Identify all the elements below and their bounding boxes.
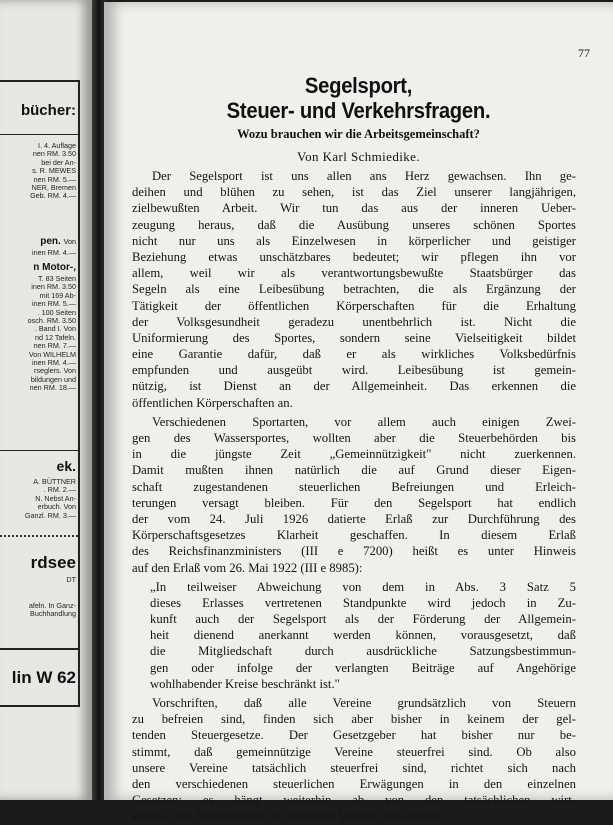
- article-subtitle: Wozu brauchen wir die Arbeitsgemeinschaft?: [237, 127, 480, 141]
- right-page: [104, 2, 613, 824]
- left-text-line: inen RM. 4.—: [32, 358, 76, 368]
- body-line: gen des Wassersportes, wollten aber die Steuerbehörden bis: [132, 431, 576, 445]
- left-divider: [0, 450, 78, 451]
- body-line: gen oder infolge der verlangten Beiträge auf Angehörige: [150, 660, 576, 675]
- left-text-line: bildungen und: [30, 374, 76, 384]
- body-line: schaftlichen Verhältnissen der einzelnen Vereine und von den: [132, 809, 444, 824]
- body-line: zu befreien sind, finden sich aber bisher in keinem der gel-: [132, 712, 576, 727]
- left-text-line: Buchhandlung: [30, 609, 76, 619]
- body-line: nicht nur uns als Einzelwesen in körperlicher und geistiger: [132, 233, 576, 248]
- body-line: Beziehung etwas unschätzbares bedeutet; wir pflegen ihn vor: [132, 249, 576, 264]
- body-line: empfunden und ausgeübt wird. Leibesübung ist gemein-: [132, 363, 576, 378]
- left-heading: rdsee: [30, 553, 76, 572]
- left-text-line: Geb. RM. 4.—: [30, 191, 76, 201]
- left-text-line: erbuch. Von: [37, 502, 76, 512]
- left-text-line: I. 4. Auflage: [38, 141, 76, 150]
- body-line: unsere Vereine tatsächlich steuerfrei sind, richtet sich nach: [132, 760, 576, 775]
- body-line: der vom 24. Juli 1926 datierte Erlaß zur Durchführung des: [132, 511, 576, 526]
- left-text-line: nd 12 Tafeln.: [34, 332, 76, 342]
- body-line: auf den Erlaß vom 26. Mai 1922 (III e 8985):: [132, 560, 363, 575]
- left-text-block: [2, 478, 76, 520]
- body-line: terungen versagt bleiben. Für den Segelsport hat endlich: [132, 495, 576, 510]
- left-heading: n Motor-,: [33, 262, 76, 273]
- left-text-line: Ganzl. RM. 3.—: [24, 510, 76, 520]
- article-title-line-2: Steuer- und Verkehrsfragen.: [226, 98, 491, 123]
- body-line: Körperschaftsgesetzes Klarheit geschaffen. In diesem Erlaß: [132, 528, 576, 543]
- left-text-block: [2, 576, 76, 584]
- body-line: zielbewußten Arbeit. Wir tun das aus der inneren Ueber-: [132, 201, 576, 216]
- body-line: Damit mußten ihnen natürlich die auf Grund dieser Eigen-: [132, 463, 576, 478]
- body-line: heit dienend anerkannt werden können, vorausgesetzt, daß: [150, 628, 576, 643]
- left-text-line: nen RM. 18.—: [29, 383, 76, 393]
- left-page-fragment: [0, 0, 92, 800]
- left-text-line: nen RM. 3.50: [32, 149, 76, 159]
- body-line: allem, weil wir als verantwortungsbewußte Staatsbürger das: [132, 266, 576, 281]
- body-line: Uniformierung des Sportes, sondern seine Vielseitigkeit bildet: [132, 330, 576, 345]
- left-text-line: inen RM. 3.50: [31, 282, 76, 292]
- left-heading: bücher:: [20, 102, 76, 119]
- left-text-block: [2, 602, 76, 619]
- left-text-line: mit 169 Ab-: [39, 290, 76, 300]
- body-line: eine Garantie dafür, daß er als wirkliches Volksbedürfnis: [132, 347, 576, 362]
- left-text-line: . Band I. Von: [34, 324, 76, 334]
- body-line: Verschiedenen Sportarten, vor allem auch einigen Zwei-: [152, 414, 576, 429]
- page-number: 77: [578, 46, 590, 60]
- left-text-line: bei der An-: [41, 157, 76, 167]
- left-text-line: NER, Bremen: [31, 183, 76, 193]
- left-text-line: inen RM. 4.—: [32, 248, 76, 257]
- body-line: die Mitgliedschaft durch ausdrückliche Satzungsbestimmun-: [150, 644, 576, 659]
- left-divider: [0, 134, 78, 135]
- body-line: wohlhabender Kreise beschränkt ist.": [150, 676, 340, 691]
- body-line: kunft auch der Segelsport als der Förderung der Allgemein-: [150, 612, 576, 627]
- body-line: Vorschriften, daß alle Vereine grundsätzlich von Steuern: [152, 696, 576, 710]
- left-text-line: afeln. In Ganz-: [28, 601, 76, 610]
- body-line: nützig, ist Dienst an der Allgemeinheit. Das erkennen die: [132, 379, 576, 394]
- body-line: in die jüngste Zeit „Gemeinnützigkeit" nicht zuerkennen.: [132, 447, 576, 462]
- body-line: der Volksgesundheit geradezu unentbehrlich ist. Nicht die: [132, 314, 576, 329]
- body-line: dieses Erlasses vertretenen Standpunkte wird jedoch in Zu-: [150, 595, 576, 610]
- body-line: den verschiedenen steuerlichen Erwägungen in den einzelnen: [132, 776, 576, 791]
- left-text-block: [2, 249, 76, 257]
- left-heading: pen. Von: [40, 236, 76, 247]
- left-footer: lin W 62: [11, 668, 76, 687]
- left-text-line: T. 83 Seiten: [38, 274, 76, 283]
- left-text-line: nen RM. 7.—: [33, 341, 76, 351]
- body-line: Tätigkeit der öffentlichen Körperschaften für die Erhaltung: [132, 298, 576, 313]
- left-text-line: Von WILHELM: [28, 349, 76, 359]
- left-heading: ek.: [56, 458, 76, 474]
- article-title-line-1: Segelsport,: [304, 73, 413, 98]
- body-line: „In teilweiser Abweichung von dem in Abs. 3 Satz 5: [150, 579, 576, 594]
- body-line: Der Segelsport ist uns allen ans Herz gewachsen. Ihn ge-: [152, 169, 576, 183]
- article-byline: Von Karl Schmiedike.: [297, 149, 420, 164]
- left-text-line: inen RM. 5.—: [32, 299, 76, 309]
- body-line: öffentlichen Körperschaften an.: [132, 395, 293, 410]
- left-text-line: A. BÜTTNER: [33, 477, 76, 486]
- body-line: Gesetzen; es hängt weiterhin ab von den tatsächlichen wirt-: [132, 793, 576, 808]
- body-line: schaft zugestandenen steuerlichen Befreiungen und Erleich-: [132, 479, 576, 494]
- left-text-line: rseglers. Von: [34, 366, 76, 376]
- left-divider: [0, 648, 78, 650]
- body-line: zeugung heraus, daß die Ausübung unseres schönen Sportes: [132, 217, 576, 232]
- left-text-line: . RM. 2.—: [43, 485, 76, 495]
- body-line: des Reichsfinanzministers (III e 7200) heißt es unter Hinweis: [132, 544, 576, 559]
- left-dotted-divider: [0, 535, 78, 537]
- body-line: deihen und blühen zu sehen, ist das Ziel unserer langjährigen,: [132, 185, 576, 200]
- left-text-block: [2, 275, 76, 393]
- left-text-line: . 100 Seiten: [37, 307, 76, 317]
- body-line: tenden Steuergesetze. Der Gesetzgeber hat bisher nur be-: [132, 728, 576, 743]
- body-line: stimmt, daß gemeinnützige Vereine steuerfrei sind. Ob also: [132, 744, 576, 759]
- left-text-line: DT: [66, 575, 76, 584]
- left-text-line: nen RM. 5.—: [33, 174, 76, 184]
- article-body: [132, 168, 576, 825]
- left-text-line: s. R. MEWES: [32, 166, 76, 176]
- left-text-line: osch. RM. 3.50: [27, 316, 76, 326]
- left-text-line: N. Nebst An-: [35, 493, 76, 503]
- left-text-block: [2, 142, 76, 201]
- body-line: Segeln als eine Leibesübung betrachten, die als Ergänzung der: [132, 282, 576, 297]
